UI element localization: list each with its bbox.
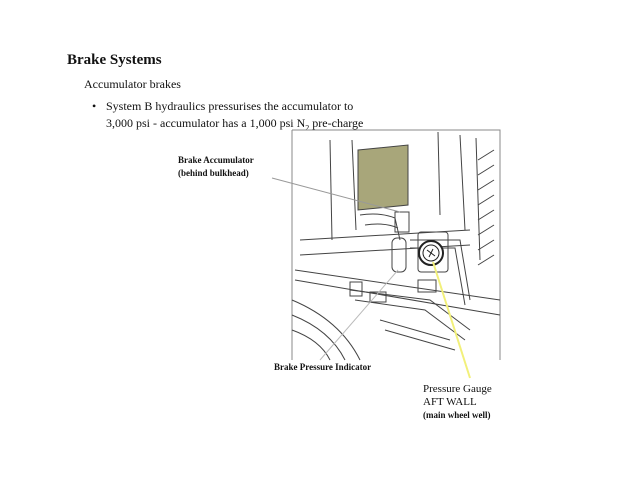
bullet-dot: • <box>92 99 97 113</box>
bullet-subscript: 2 <box>305 123 310 133</box>
accumulator-label <box>178 154 254 180</box>
slide-subtitle: Accumulator brakes <box>84 77 181 91</box>
gauge-label-line2: AFT WALL <box>423 396 477 408</box>
bullet-text-1: System B hydraulics pressurises the accumulator to <box>106 99 354 113</box>
bullet-text-2b: pre-charge <box>309 116 364 130</box>
bullet-text-2a: 3,000 psi - accumulator has a 1,000 psi N <box>106 116 306 130</box>
gauge-label-line3: (main wheel well) <box>423 410 491 420</box>
slide-title: Brake Systems <box>67 52 162 68</box>
pressure-indicator-label: Brake Pressure Indicator <box>274 362 372 372</box>
gauge-label-line1: Pressure Gauge <box>423 383 492 395</box>
bulkhead-panel <box>358 145 408 210</box>
accumulator-label-line1: Brake Accumulator <box>178 155 254 165</box>
accumulator-label-line2: (behind bulkhead) <box>178 168 249 178</box>
indicator-leader-line <box>320 270 398 360</box>
pressure-gauge-label <box>423 383 492 422</box>
